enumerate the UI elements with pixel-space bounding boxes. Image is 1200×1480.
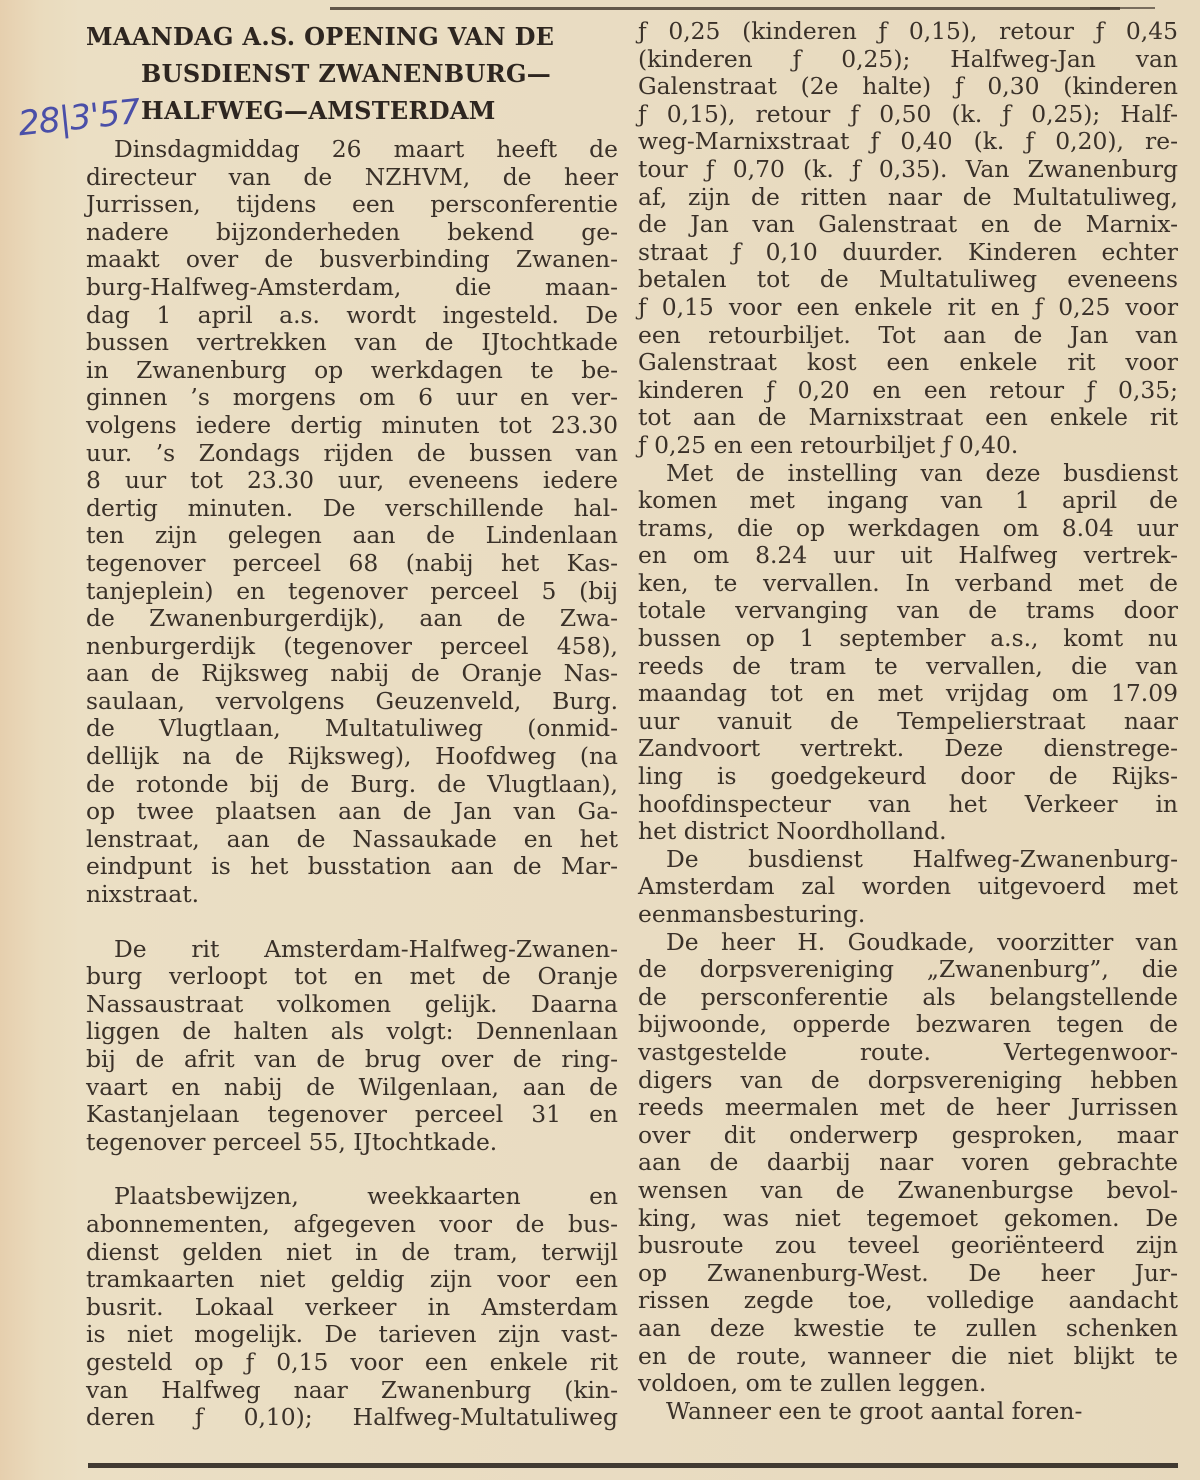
text-line: vastgestelde route. Vertegenwoor- bbox=[638, 1037, 1178, 1066]
article-paragraph bbox=[638, 18, 1178, 460]
text-line: Zandvoort vertrekt. Deze dienstrege- bbox=[638, 734, 1178, 763]
article-paragraph bbox=[638, 460, 1178, 846]
article-paragraph bbox=[638, 1398, 1178, 1426]
headline-line: MAANDAG A.S. OPENING VAN DE bbox=[86, 22, 555, 51]
text-line: de dorpsvereniging „Zwanenburg”, die bbox=[638, 955, 1178, 984]
text-line: saulaan, vervolgens Geuzenveld, Burg. bbox=[86, 686, 618, 715]
text-line: uur vanuit de Tempelierstraat naar bbox=[638, 706, 1178, 735]
text-line: en om 8.24 uur uit Halfweg vertrek- bbox=[638, 541, 1178, 570]
article-paragraph bbox=[86, 1183, 618, 1431]
text-line: de Jan van Galenstraat en de Marnix- bbox=[638, 210, 1178, 239]
text-line: Wanneer een te groot aantal foren- bbox=[666, 1396, 1083, 1425]
text-line: dertig minuten. De verschillende hal- bbox=[86, 493, 618, 522]
text-line: tanjeplein) en tegenover perceel 5 (bij bbox=[86, 576, 618, 605]
article-paragraph bbox=[638, 929, 1178, 1398]
text-line: aan deze kwestie te zullen schenken bbox=[638, 1313, 1178, 1342]
text-line: is niet mogelijk. De tarieven zijn vast- bbox=[86, 1320, 618, 1349]
text-line: voldoen, om te zullen leggen. bbox=[638, 1369, 987, 1398]
text-line: De rit Amsterdam-Halfweg-Zwanen- bbox=[114, 934, 618, 963]
text-line: nenburgerdijk (tegenover perceel 458), bbox=[86, 631, 618, 660]
text-line: busrit. Lokaal verkeer in Amsterdam bbox=[86, 1292, 618, 1321]
text-line: totale vervanging van de trams door bbox=[638, 596, 1178, 625]
text-line: een retourbiljet. Tot aan de Jan van bbox=[638, 320, 1178, 349]
text-line: tot aan de Marnixstraat een enkele rit bbox=[638, 403, 1178, 432]
text-line: in Zwanenburg op werkdagen te be- bbox=[86, 355, 618, 384]
bottom-rule bbox=[88, 1463, 1178, 1468]
text-line: tramkaarten niet geldig zijn voor een bbox=[86, 1265, 618, 1294]
text-line: ginnen ’s morgens om 6 uur en ver- bbox=[86, 383, 618, 412]
text-line: het district Noordholland. bbox=[638, 817, 947, 846]
text-line: Nassaustraat volkomen gelijk. Daarna bbox=[86, 989, 618, 1018]
text-line: Met de instelling van deze busdienst bbox=[666, 458, 1178, 487]
text-line: burg-Halfweg-Amsterdam, die maan- bbox=[86, 272, 618, 301]
text-line: trams, die op werkdagen om 8.04 uur bbox=[638, 513, 1178, 542]
text-line: bussen op 1 september a.s., komt nu bbox=[638, 624, 1178, 653]
text-line: Galenstraat kost een enkele rit voor bbox=[638, 348, 1178, 377]
text-line: lenstraat, aan de Nassaukade en het bbox=[86, 824, 618, 853]
text-line: komen met ingang van 1 april de bbox=[638, 486, 1178, 515]
text-line: dellijk na de Rijksweg), Hoofdweg (na bbox=[86, 742, 618, 771]
article-paragraph bbox=[638, 846, 1178, 929]
text-line: busroute zou teveel georiënteerd zijn bbox=[638, 1231, 1178, 1260]
text-line: ling is goedgekeurd door de Rijks- bbox=[638, 762, 1178, 791]
text-line: hoofdinspecteur van het Verkeer in bbox=[638, 789, 1178, 818]
text-line: digers van de dorpsvereniging hebben bbox=[638, 1065, 1178, 1094]
text-line: maandag tot en met vrijdag om 17.09 bbox=[638, 679, 1178, 708]
text-line: van Halfweg naar Zwanenburg (kin- bbox=[86, 1375, 618, 1404]
text-line: aan de daarbij naar voren gebrachte bbox=[638, 1148, 1178, 1177]
text-line: dag 1 april a.s. wordt ingesteld. De bbox=[86, 300, 618, 329]
text-line: bijwoonde, opperde bezwaren tegen de bbox=[638, 1010, 1178, 1039]
text-line: Jurrissen, tijdens een persconferentie bbox=[86, 190, 618, 219]
text-line: betalen tot de Multatuliweg eveneens bbox=[638, 265, 1178, 294]
text-line: deren ƒ 0,10); Halfweg-Multatuliweg bbox=[86, 1403, 618, 1432]
text-line: kinderen ƒ 0,20 en een retour ƒ 0,35; bbox=[638, 375, 1178, 404]
top-rule-segment bbox=[1090, 7, 1155, 9]
text-line: 8 uur tot 23.30 uur, eveneens iedere bbox=[86, 466, 618, 495]
text-line: wensen van de Zwanenburgse bevol- bbox=[638, 1175, 1178, 1204]
text-line: ƒ 0,15), retour ƒ 0,50 (k. ƒ 0,25); Half- bbox=[638, 99, 1178, 128]
text-line: De heer H. Goudkade, voorzitter van bbox=[666, 927, 1178, 956]
text-line: king, was niet tegemoet gekomen. De bbox=[638, 1203, 1178, 1232]
text-line: tegenover perceel 68 (nabij het Kas- bbox=[86, 548, 618, 577]
text-line: Amsterdam zal worden uitgevoerd met bbox=[638, 872, 1178, 901]
text-line: (kinderen ƒ 0,25); Halfweg-Jan van bbox=[638, 44, 1178, 73]
text-line: op Zwanenburg-West. De heer Jur- bbox=[638, 1258, 1178, 1287]
right-column-body bbox=[638, 18, 1178, 1425]
text-line: eindpunt is het busstation aan de Mar- bbox=[86, 852, 618, 881]
left-column bbox=[86, 18, 618, 1432]
text-line: De busdienst Halfweg-Zwanenburg- bbox=[666, 844, 1178, 873]
text-line: af, zijn de ritten naar de Multatuliweg, bbox=[638, 182, 1178, 211]
text-line: maakt over de busverbinding Zwanen- bbox=[86, 245, 618, 274]
text-line: burg verloopt tot en met de Oranje bbox=[86, 962, 618, 991]
text-line: uur. ’s Zondags rijden de bussen van bbox=[86, 438, 618, 467]
text-line: de persconferentie als belangstellende bbox=[638, 982, 1178, 1011]
text-line: straat ƒ 0,10 duurder. Kinderen echter bbox=[638, 237, 1178, 266]
left-column-body bbox=[86, 136, 618, 1432]
text-line: directeur van de NZHVM, de heer bbox=[86, 162, 618, 191]
text-line: rissen zegde toe, volledige aandacht bbox=[638, 1286, 1178, 1315]
text-line: eenmansbesturing. bbox=[638, 900, 866, 928]
text-line: tegenover perceel 55, IJtochtkade. bbox=[86, 1127, 498, 1156]
text-line: bussen vertrekken van de IJtochtkade bbox=[86, 328, 618, 357]
text-line: reeds de tram te vervallen, die van bbox=[638, 651, 1178, 680]
text-line: gesteld op ƒ 0,15 voor een enkele rit bbox=[86, 1347, 618, 1376]
article-headline bbox=[86, 18, 618, 129]
article-paragraph bbox=[86, 936, 618, 1157]
top-rule bbox=[330, 7, 1120, 10]
headline-line: BUSDIENST ZWANENBURG— bbox=[141, 59, 552, 88]
text-line: op twee plaatsen aan de Jan van Ga- bbox=[86, 797, 618, 826]
text-line: Kastanjelaan tegenover perceel 31 en bbox=[86, 1100, 618, 1129]
text-line: ken, te vervallen. In verband met de bbox=[638, 568, 1178, 597]
text-line: over dit onderwerp gesproken, maar bbox=[638, 1120, 1178, 1149]
headline-line: HALFWEG—AMSTERDAM bbox=[141, 96, 496, 125]
text-line: ƒ 0,15 voor een enkele rit en ƒ 0,25 voor bbox=[638, 292, 1178, 321]
text-line: Galenstraat (2e halte) ƒ 0,30 (kinderen bbox=[638, 72, 1178, 101]
text-line: weg-Marnixstraat ƒ 0,40 (k. ƒ 0,20), re- bbox=[638, 127, 1178, 156]
text-line: aan de Rijksweg nabij de Oranje Nas- bbox=[86, 659, 618, 688]
text-line: ten zijn gelegen aan de Lindenlaan bbox=[86, 521, 618, 550]
text-line: reeds meermalen met de heer Jurrissen bbox=[638, 1093, 1178, 1122]
text-line: vaart en nabij de Wilgenlaan, aan de bbox=[86, 1072, 618, 1101]
text-line: ƒ 0,25 en een retourbiljet ƒ 0,40. bbox=[638, 430, 1019, 459]
right-column bbox=[638, 18, 1178, 1425]
text-line: en de route, wanneer die niet blijkt te bbox=[638, 1341, 1178, 1370]
article-paragraph bbox=[86, 136, 618, 909]
text-line: bij de afrit van de brug over de ring- bbox=[86, 1045, 618, 1073]
text-line: volgens iedere dertig minuten tot 23.30 bbox=[86, 410, 618, 439]
text-line: tour ƒ 0,70 (k. ƒ 0,35). Van Zwanenburg bbox=[638, 154, 1178, 183]
text-line: Dinsdagmiddag 26 maart heeft de bbox=[114, 135, 618, 163]
handwritten-date-annotation: 28|3'57 bbox=[16, 91, 142, 145]
text-line: nadere bijzonderheden bekend ge- bbox=[86, 217, 618, 246]
text-line: Plaatsbewijzen, weekkaarten en bbox=[114, 1182, 618, 1211]
text-line: ƒ 0,25 (kinderen ƒ 0,15), retour ƒ 0,45 bbox=[638, 17, 1178, 45]
text-line: nixstraat. bbox=[86, 880, 200, 909]
text-line: abonnementen, afgegeven voor de bus- bbox=[86, 1209, 618, 1238]
text-line: de rotonde bij de Burg. de Vlugtlaan), bbox=[86, 769, 618, 798]
text-line: de Zwanenburgerdijk), aan de Zwa- bbox=[86, 604, 618, 633]
text-line: dienst gelden niet in de tram, terwijl bbox=[86, 1237, 618, 1266]
text-line: de Vlugtlaan, Multatuliweg (onmid- bbox=[86, 714, 618, 743]
text-line: liggen de halten als volgt: Dennenlaan bbox=[86, 1017, 618, 1046]
